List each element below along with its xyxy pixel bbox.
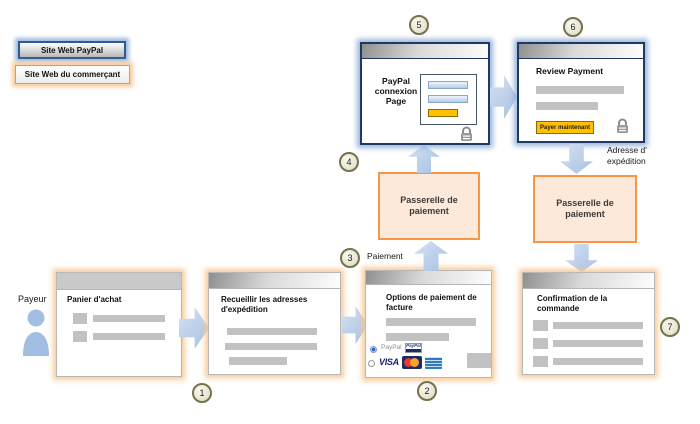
collect-shipping-titlebar [209,273,340,289]
login-submit-button [428,109,458,117]
cart-title: Panier d'achat [67,295,122,304]
paypal-logo-badge: PayPal [405,343,422,353]
form-line [229,357,287,365]
shipping-address-line1: Adresse d' [607,145,647,155]
placeholder-button [467,353,491,368]
step-badge-1 [192,383,212,403]
legend-paypal-site [18,41,126,59]
confirmation-thumb [533,356,548,367]
step-badge-7 [660,317,680,337]
review-payment-title: Review Payment [536,66,604,76]
card-radio [368,360,375,367]
cart-item-thumb [73,331,87,342]
cart-item-line [93,315,165,322]
order-confirmation-title: Confirmation de la commande [537,294,608,313]
form-line [386,318,476,326]
step-number: 1 [199,388,205,398]
payment-gateway-left [378,172,480,240]
confirmation-line [553,358,643,365]
legend-merchant-label: Site Web du commerçant [24,70,121,79]
arrow-login-to-review [490,75,517,119]
cart-item-line [93,333,165,340]
amex-logo [425,357,442,369]
payment-gateway-left-label: Passerelle de paiement [400,194,458,216]
arrow-review-to-gateway [560,144,593,174]
review-line [536,102,598,110]
step-number: 4 [346,157,352,167]
step-badge-5 [409,15,429,35]
legend-paypal-label: Site Web PayPal [40,45,104,55]
step-number: 7 [667,322,673,332]
login-username-field [428,81,468,89]
cart-item-thumb [73,313,87,324]
legend-merchant-site [15,65,130,84]
arrow-gateway-to-login [408,145,440,173]
collect-shipping-title: Recueillir les adresses d'expédition [221,295,308,314]
mastercard-logo [402,356,422,369]
step-badge-2 [417,381,437,401]
confirmation-thumb [533,338,548,349]
arrow-options-to-gateway [414,241,448,271]
form-line [225,343,317,350]
login-password-field [428,95,468,103]
arrow-cart-to-shipping [179,307,209,349]
step-number: 3 [347,253,353,263]
confirmation-thumb [533,320,548,331]
shipping-address-line2: expédition [607,156,646,167]
payment-gateway-right-label: Passerelle de paiement [556,197,614,219]
step-badge-4 [339,152,359,172]
review-payment-titlebar [519,44,643,59]
paypal-option-label: PayPal [381,344,402,351]
payer-person-icon [21,308,51,356]
collect-shipping-window [208,272,341,375]
paypal-login-title: PayPal connexion Page [374,76,418,107]
visa-logo: VISA [379,357,399,367]
actor-label: Payeur [18,294,47,304]
paypal-radio [370,346,377,353]
paypal-login-titlebar [362,44,488,59]
pay-now-button [536,121,594,134]
shipping-address-label [607,145,647,168]
form-line [227,328,317,335]
step-badge-3 [340,248,360,268]
paypal-login-window [360,42,490,145]
step-number: 6 [570,22,576,32]
review-payment-window [517,42,645,143]
confirmation-line [553,322,643,329]
pay-now-label: Payer maintenant [539,124,591,131]
lock-icon [459,126,474,142]
step-badge-6 [563,17,583,37]
lock-icon [615,118,630,134]
payment-options-window [365,270,492,378]
step-number: 2 [424,386,430,396]
order-confirmation-window [522,272,655,375]
login-form [420,74,477,125]
review-line [536,86,624,94]
step-number: 5 [416,20,422,30]
arrow-gateway-to-confirmation [565,244,598,272]
cart-window [56,272,182,377]
form-line [386,333,449,341]
payment-options-title: Options de paiement de facture [386,293,477,312]
cart-titlebar [57,273,181,290]
order-confirmation-titlebar [523,273,654,289]
confirmation-line [553,340,643,347]
payment-options-titlebar [366,271,491,285]
payment-flow-label: Paiement [367,251,403,261]
payment-gateway-right [533,175,637,243]
